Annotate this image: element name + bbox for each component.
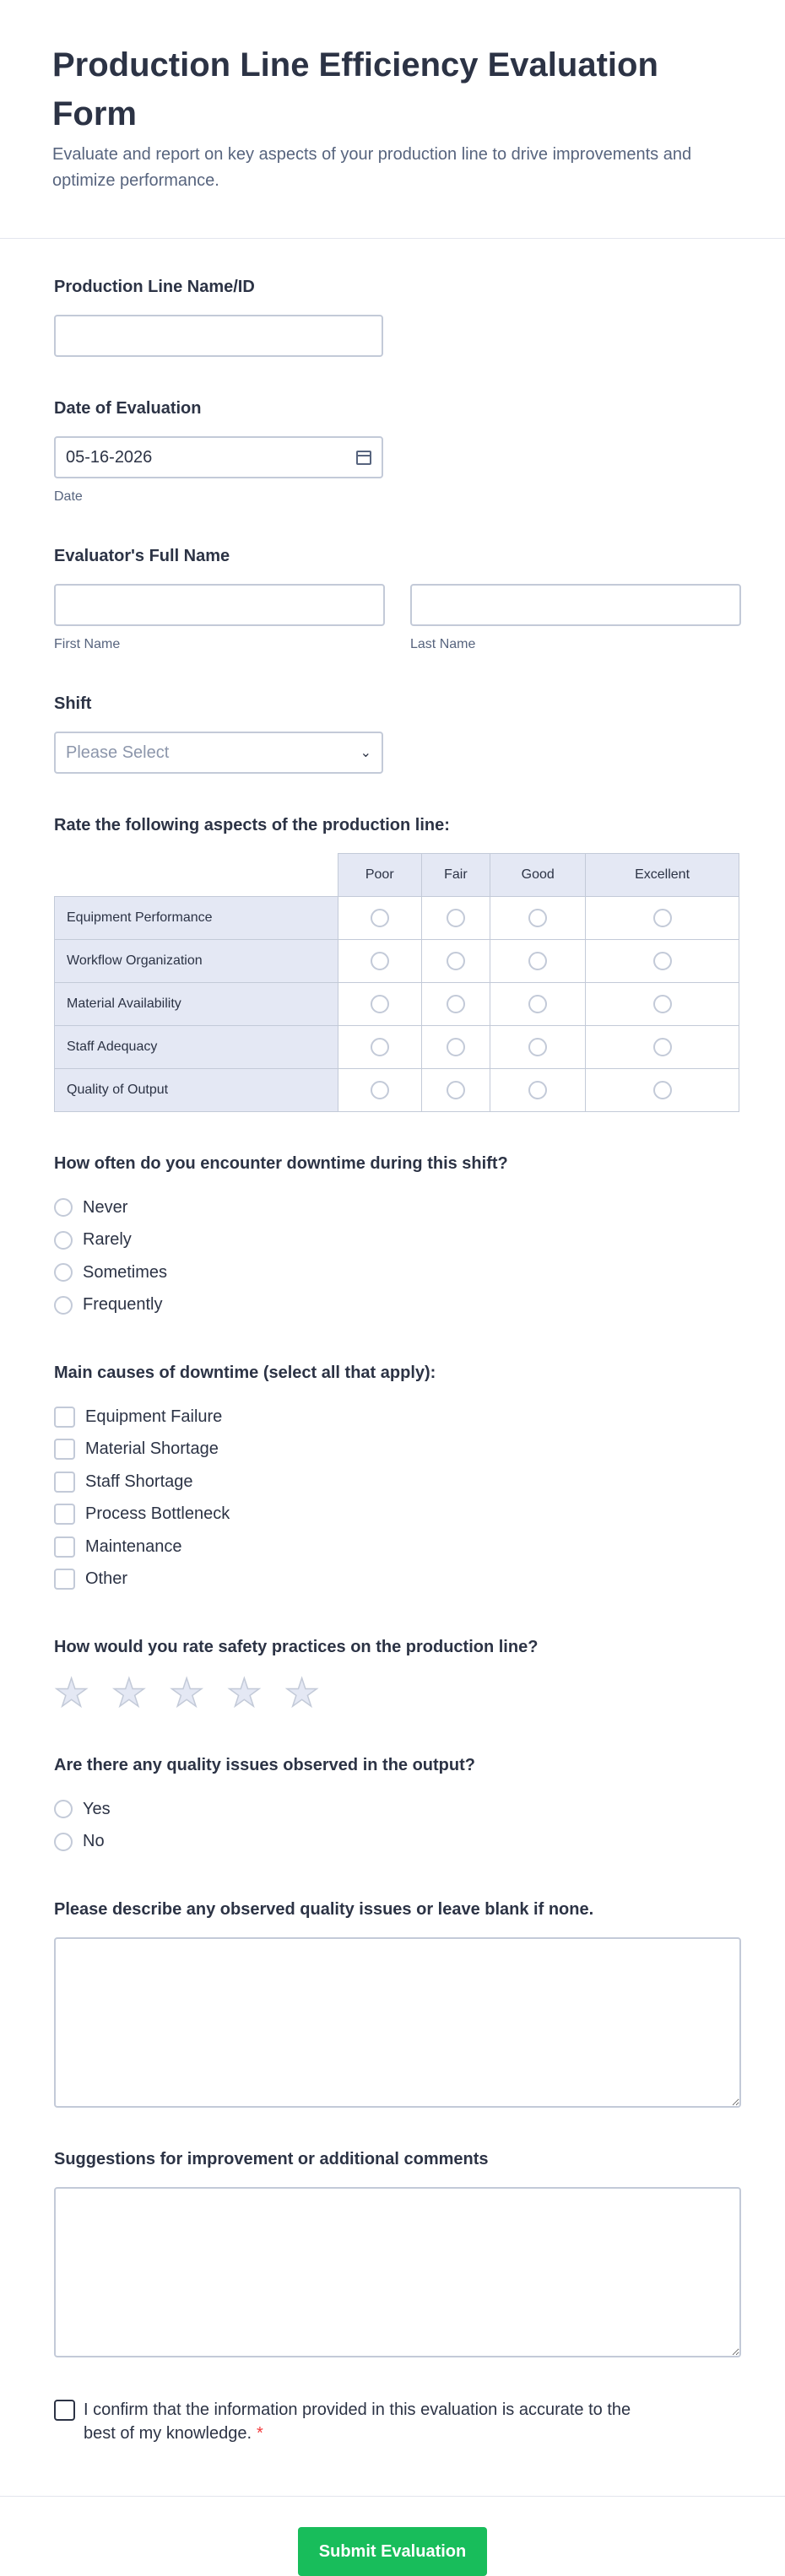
star-icon[interactable]: ★ (111, 1671, 147, 1715)
radio-button[interactable] (54, 1263, 73, 1282)
matrix-row-label: Workflow Organization (55, 940, 338, 983)
last-name-input[interactable] (410, 584, 741, 626)
star-icon[interactable]: ★ (284, 1671, 320, 1715)
required-mark: * (257, 2424, 263, 2443)
cause-option[interactable] (54, 1563, 731, 1596)
matrix-radio[interactable] (447, 952, 465, 970)
matrix-radio[interactable] (653, 1081, 672, 1099)
quality-issues-field (54, 1754, 731, 1858)
matrix-field (54, 814, 731, 1112)
shift-select[interactable] (54, 732, 383, 774)
submit-button[interactable]: Submit Evaluation (298, 2527, 487, 2576)
downtime-field (54, 1153, 731, 1321)
date-value: 05-16-2026 (66, 447, 153, 467)
cause-option[interactable] (54, 1466, 731, 1499)
first-name-sublabel: First Name (54, 637, 121, 651)
matrix-radio[interactable] (653, 952, 672, 970)
line-name-label: Production Line Name/ID (54, 278, 255, 296)
matrix-radio[interactable] (371, 1038, 389, 1056)
matrix-radio[interactable] (447, 995, 465, 1013)
option-label: Process Bottleneck (85, 1504, 230, 1524)
shift-field (54, 693, 731, 774)
star-icon[interactable]: ★ (226, 1671, 262, 1715)
cause-option[interactable] (54, 1499, 731, 1531)
option-label: Maintenance (85, 1536, 182, 1556)
radio-button[interactable] (54, 1296, 73, 1315)
matrix-row (55, 1026, 739, 1069)
confirm-text: I confirm that the information provided in this evaluation is accurate to the best of my knowledge. (84, 2400, 631, 2443)
line-name-field (54, 276, 731, 357)
option-label: Other (85, 1569, 128, 1589)
quality-option[interactable] (54, 1793, 731, 1826)
matrix-radio[interactable] (371, 995, 389, 1013)
calendar-icon[interactable] (356, 451, 371, 465)
matrix-col-fair: Fair (421, 854, 490, 897)
matrix-radio[interactable] (528, 952, 547, 970)
matrix-radio[interactable] (371, 1081, 389, 1099)
star-icon[interactable]: ★ (54, 1671, 89, 1715)
matrix-radio[interactable] (447, 1038, 465, 1056)
option-label: No (83, 1832, 105, 1851)
option-label: Material Shortage (85, 1439, 219, 1459)
date-input[interactable] (54, 436, 383, 478)
matrix-col-poor: Poor (338, 854, 422, 897)
downtime-label: How often do you encounter downtime during this shift? (54, 1154, 508, 1173)
option-label: Sometimes (83, 1262, 168, 1282)
matrix-corner (55, 854, 338, 897)
confirm-field[interactable] (54, 2398, 662, 2445)
matrix-radio[interactable] (528, 1038, 547, 1056)
matrix-radio[interactable] (653, 909, 672, 927)
suggestions-textarea[interactable] (54, 2187, 741, 2357)
radio-button[interactable] (54, 1833, 73, 1851)
matrix-row-label: Quality of Output (55, 1069, 338, 1112)
matrix-col-excellent: Excellent (586, 854, 739, 897)
quality-issues-label: Are there any quality issues observed in the output? (54, 1756, 475, 1774)
evaluator-label: Evaluator's Full Name (54, 547, 230, 565)
checkbox[interactable] (54, 1504, 75, 1525)
form-content (0, 239, 785, 2445)
cause-option[interactable] (54, 1434, 731, 1466)
shift-placeholder: Please Select (66, 743, 170, 762)
star-rating (54, 1671, 731, 1714)
rating-matrix (54, 853, 739, 1112)
matrix-radio[interactable] (371, 909, 389, 927)
cause-option[interactable] (54, 1531, 731, 1563)
star-icon[interactable]: ★ (169, 1671, 204, 1715)
option-label: Never (83, 1197, 128, 1217)
downtime-option[interactable] (54, 1256, 731, 1289)
matrix-row-label: Staff Adequacy (55, 1026, 338, 1069)
downtime-option[interactable] (54, 1224, 731, 1257)
date-label: Date of Evaluation (54, 399, 202, 418)
confirm-text-wrap (84, 2398, 662, 2445)
matrix-radio[interactable] (528, 995, 547, 1013)
quality-option[interactable] (54, 1826, 731, 1859)
matrix-row (55, 897, 739, 940)
describe-field (54, 1898, 731, 2108)
option-label: Rarely (83, 1230, 132, 1250)
cause-option[interactable] (54, 1401, 731, 1434)
radio-button[interactable] (54, 1198, 73, 1217)
causes-label: Main causes of downtime (select all that apply): (54, 1364, 436, 1382)
date-sublabel: Date (54, 489, 83, 504)
safety-field (54, 1636, 731, 1714)
last-name-sublabel: Last Name (410, 637, 476, 651)
checkbox[interactable] (54, 1407, 75, 1428)
chevron-down-icon: ⌄ (360, 746, 371, 760)
matrix-radio[interactable] (653, 1038, 672, 1056)
describe-label: Please describe any observed quality issues or leave blank if none. (54, 1900, 594, 1919)
matrix-col-good: Good (490, 854, 586, 897)
radio-button[interactable] (54, 1231, 73, 1250)
matrix-row (55, 940, 739, 983)
radio-button[interactable] (54, 1800, 73, 1818)
describe-textarea[interactable] (54, 1937, 741, 2108)
matrix-label: Rate the following aspects of the production line: (54, 816, 450, 834)
matrix-row (55, 1069, 739, 1112)
form-subtitle: Evaluate and report on key aspects of your production line to drive improvements and optimize performance. (52, 145, 692, 190)
checkbox[interactable] (54, 1569, 75, 1590)
matrix-radio[interactable] (653, 995, 672, 1013)
option-label: Yes (83, 1799, 111, 1818)
option-label: Staff Shortage (85, 1472, 193, 1491)
option-label: Equipment Failure (85, 1407, 223, 1426)
option-label: Frequently (83, 1295, 163, 1315)
matrix-radio[interactable] (528, 1081, 547, 1099)
matrix-radio[interactable] (528, 909, 547, 927)
suggestions-label: Suggestions for improvement or additional comments (54, 2150, 489, 2168)
checkbox[interactable] (54, 1472, 75, 1493)
suggestions-field (54, 2148, 731, 2357)
matrix-radio[interactable] (447, 1081, 465, 1099)
matrix-row (55, 983, 739, 1026)
form-title: Production Line Efficiency Evaluation Form (52, 46, 658, 132)
confirm-checkbox[interactable] (54, 2400, 75, 2421)
matrix-row-label: Material Availability (55, 983, 338, 1026)
matrix-row-label: Equipment Performance (55, 897, 338, 940)
downtime-option[interactable] (54, 1289, 731, 1322)
downtime-option[interactable] (54, 1191, 731, 1224)
date-field (54, 397, 731, 505)
causes-field (54, 1362, 731, 1596)
shift-label: Shift (54, 694, 92, 713)
safety-label: How would you rate safety practices on the production line? (54, 1638, 539, 1656)
matrix-radio[interactable] (447, 909, 465, 927)
form-footer (0, 2496, 785, 2576)
checkbox[interactable] (54, 1439, 75, 1460)
line-name-input[interactable] (54, 315, 383, 357)
form-header (0, 0, 785, 239)
matrix-radio[interactable] (371, 952, 389, 970)
first-name-input[interactable] (54, 584, 385, 626)
checkbox[interactable] (54, 1536, 75, 1558)
evaluator-field (54, 545, 731, 652)
